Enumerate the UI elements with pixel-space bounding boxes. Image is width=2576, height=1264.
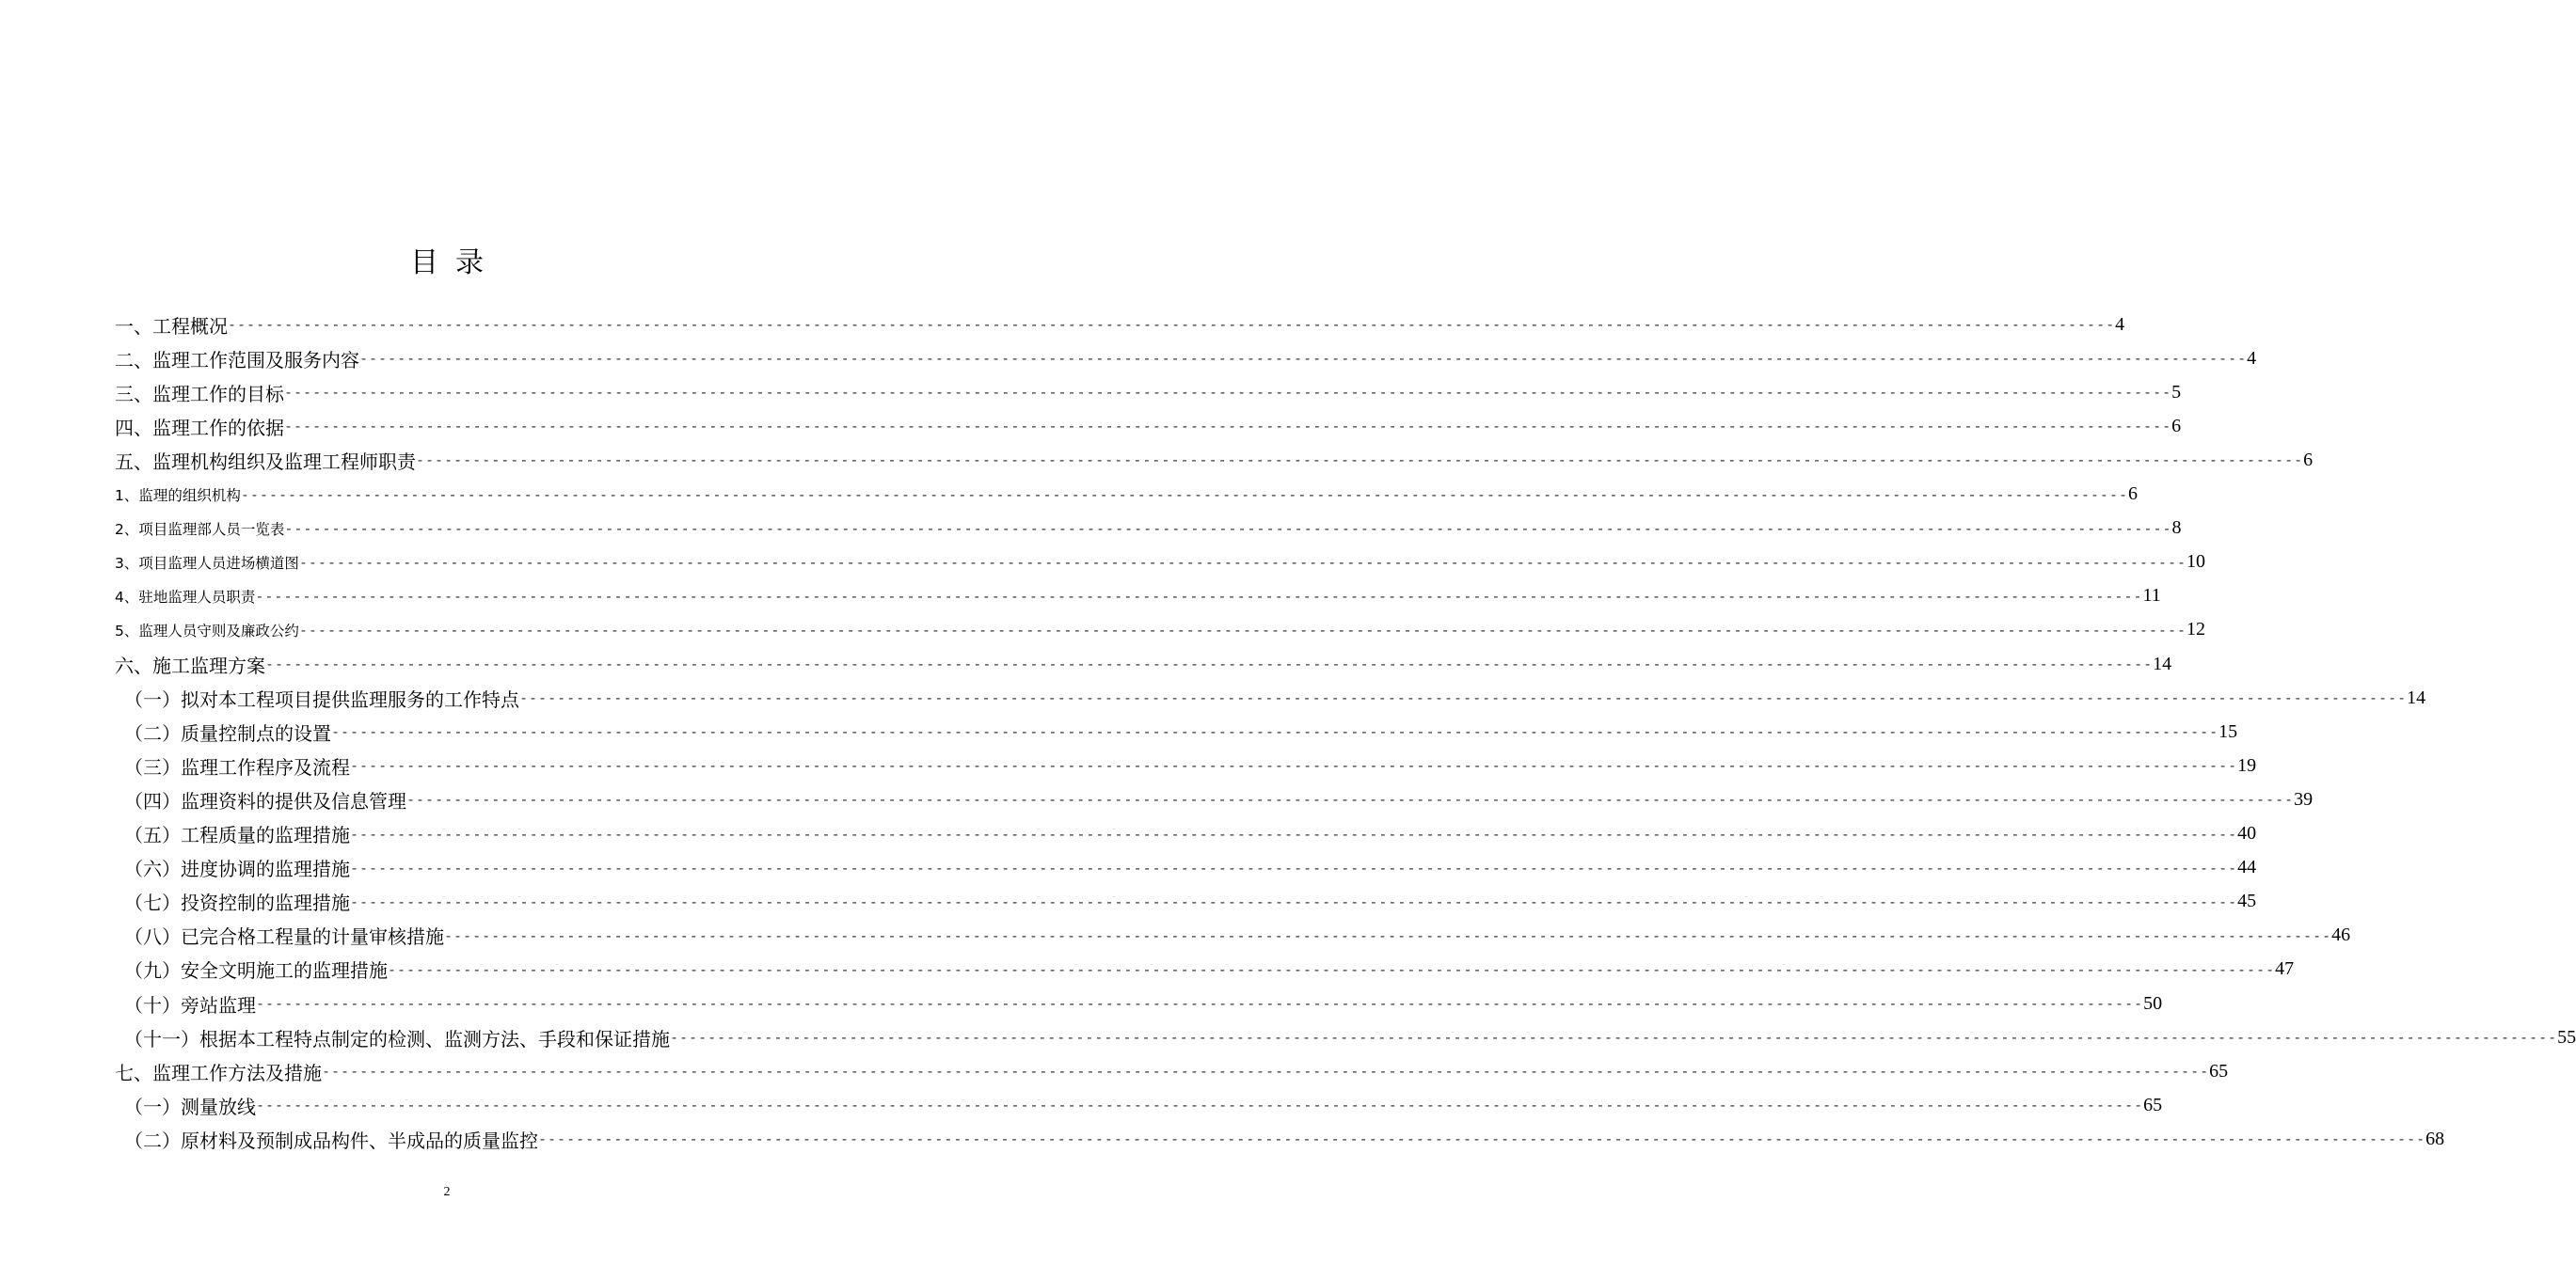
toc-entry-label: （七）投资控制的监理措施 — [124, 892, 350, 915]
toc-entry-label: 六、施工监理方案 — [115, 654, 265, 677]
toc-leader-dashes: -------------------------------------------------------------------------------------------------------------------------------------------------------------------------------------------------------- — [350, 859, 2238, 877]
toc-entry-page: 4 — [2247, 347, 2257, 369]
toc-entry-label: （一）测量放线 — [124, 1095, 256, 1118]
toc-leader-dashes: -------------------------------------------------------------------------------------------------------------------------------------------------------------------------------------------------------- — [228, 316, 2116, 333]
toc-leader-dashes: -------------------------------------------------------------------------------------------------------------------------------------------------------------------------------------------------------- — [350, 893, 2238, 910]
toc-entry-page: 40 — [2237, 823, 2257, 844]
toc-entry[interactable] — [115, 308, 2125, 340]
toc-entry-page: 6 — [2128, 483, 2139, 504]
toc-leader-dashes: -------------------------------------------------------------------------------------------------------------------------------------------------------------------------------------------------------- — [284, 384, 2172, 402]
toc-entry[interactable] — [115, 444, 2314, 476]
toc-leader-dashes: -------------------------------------------------------------------------------------------------------------------------------------------------------------------------------------------------------- — [322, 1063, 2210, 1081]
toc-leader-dashes: -------------------------------------------------------------------------------------------------------------------------------------------------------------------------------------------------------- — [298, 553, 2187, 571]
toc-entry[interactable] — [124, 783, 2314, 815]
toc-entry-label: （三）监理工作程序及流程 — [124, 755, 350, 779]
toc-entry[interactable] — [115, 342, 2257, 374]
page-number: 2 — [443, 1185, 451, 1199]
toc-entry-label: 2、项目监理部人员一览表 — [115, 520, 285, 538]
toc-entry[interactable] — [115, 1055, 2229, 1087]
toc-entry-page: 65 — [2143, 1094, 2163, 1115]
toc-entry[interactable] — [115, 513, 2182, 545]
toc-entry[interactable] — [124, 682, 2426, 714]
toc-entry[interactable] — [124, 716, 2238, 748]
toc-entry-page: 8 — [2171, 517, 2182, 539]
toc-entry-label: （一）拟对本工程项目提供监理服务的工作特点 — [124, 687, 519, 711]
toc-leader-dashes: -------------------------------------------------------------------------------------------------------------------------------------------------------------------------------------------------------- — [670, 1029, 2558, 1047]
toc-entry-page: 4 — [2115, 313, 2125, 335]
toc-entry[interactable] — [124, 750, 2257, 782]
toc-entry[interactable] — [124, 886, 2257, 918]
toc-leader-dashes: -------------------------------------------------------------------------------------------------------------------------------------------------------------------------------------------------------- — [256, 995, 2144, 1012]
toc-entry-page: 65 — [2209, 1060, 2229, 1082]
toc-leader-dashes: -------------------------------------------------------------------------------------------------------------------------------------------------------------------------------------------------------- — [240, 485, 2129, 503]
toc-entry-label: （十一）根据本工程特点制定的检测、监测方法、手段和保证措施 — [124, 1027, 670, 1051]
toc-entry-label: 四、监理工作的依据 — [115, 416, 284, 439]
toc-entry-page: 14 — [2153, 653, 2172, 674]
toc-entry-page: 44 — [2237, 857, 2257, 878]
toc-entry-page: 47 — [2275, 958, 2295, 980]
toc-entry-page: 14 — [2407, 687, 2426, 708]
toc-entry[interactable] — [115, 614, 2206, 646]
toc-entry-label: 五、监理机构组织及监理工程师职责 — [115, 450, 416, 473]
toc-entry-label: （六）进度协调的监理措施 — [124, 858, 350, 881]
toc-entry[interactable] — [115, 546, 2206, 578]
toc-leader-dashes: -------------------------------------------------------------------------------------------------------------------------------------------------------------------------------------------------------- — [416, 451, 2304, 469]
toc-leader-dashes: -------------------------------------------------------------------------------------------------------------------------------------------------------------------------------------------------------- — [359, 350, 2248, 368]
toc-entry-page: 11 — [2142, 585, 2161, 607]
toc-entry-label: 二、监理工作范围及服务内容 — [115, 348, 359, 371]
toc-entry-page: 5 — [2171, 381, 2182, 403]
toc-leader-dashes: -------------------------------------------------------------------------------------------------------------------------------------------------------------------------------------------------------- — [284, 418, 2172, 435]
toc-entry-page: 39 — [2294, 788, 2314, 810]
toc-entry[interactable] — [124, 1021, 2576, 1053]
toc-leader-dashes: -------------------------------------------------------------------------------------------------------------------------------------------------------------------------------------------------------- — [284, 519, 2172, 537]
toc-entry-page: 10 — [2186, 551, 2206, 573]
toc-entry-page: 68 — [2425, 1128, 2445, 1149]
toc-leader-dashes: -------------------------------------------------------------------------------------------------------------------------------------------------------------------------------------------------------- — [538, 1130, 2426, 1148]
toc-title: 目录 — [410, 246, 501, 279]
toc-entry[interactable] — [124, 920, 2351, 952]
toc-entry-page: 45 — [2237, 891, 2257, 912]
toc-entry[interactable] — [124, 1089, 2163, 1121]
toc-entry-label: 三、监理工作的目标 — [115, 382, 284, 405]
toc-leader-dashes: -------------------------------------------------------------------------------------------------------------------------------------------------------------------------------------------------------- — [255, 587, 2143, 605]
toc-entry-label: （九）安全文明施工的监理措施 — [124, 959, 388, 983]
toc-entry-label: （五）工程质量的监理措施 — [124, 824, 350, 846]
toc-entry-page: 12 — [2186, 619, 2206, 640]
toc-entry-label: （八）已完合格工程量的计量审核措施 — [124, 925, 444, 949]
toc-leader-dashes: -------------------------------------------------------------------------------------------------------------------------------------------------------------------------------------------------------- — [350, 757, 2238, 775]
toc-leader-dashes: -------------------------------------------------------------------------------------------------------------------------------------------------------------------------------------------------------- — [388, 960, 2276, 978]
toc-entry-page: 46 — [2331, 924, 2351, 946]
toc-entry-page: 6 — [2303, 449, 2314, 470]
toc-leader-dashes: -------------------------------------------------------------------------------------------------------------------------------------------------------------------------------------------------------- — [406, 791, 2295, 809]
toc-entry-label: 一、工程概况 — [115, 314, 228, 338]
toc-entry-label: 4、驻地监理人员职责 — [115, 588, 256, 606]
toc-entry[interactable] — [115, 410, 2182, 442]
toc-entry[interactable] — [124, 988, 2163, 1019]
toc-entry[interactable] — [115, 580, 2161, 612]
toc-entry[interactable] — [124, 852, 2257, 884]
toc-entry[interactable] — [115, 376, 2182, 408]
toc-entry[interactable] — [115, 648, 2172, 680]
toc-entry-label: （十）旁站监理 — [124, 993, 256, 1017]
toc-entry-label: 5、监理人员守则及廉政公约 — [115, 622, 299, 640]
toc-entry[interactable] — [115, 479, 2139, 511]
toc-leader-dashes: -------------------------------------------------------------------------------------------------------------------------------------------------------------------------------------------------------- — [444, 926, 2332, 944]
toc-entry-page: 15 — [2218, 720, 2238, 742]
toc-entry-label: （二）原材料及预制成品构件、半成品的质量监控 — [124, 1129, 538, 1152]
toc-entry-label: （四）监理资料的提供及信息管理 — [124, 789, 406, 813]
toc-entry-page: 50 — [2143, 992, 2163, 1014]
toc-entry-page: 19 — [2237, 754, 2257, 776]
toc-entry[interactable] — [124, 818, 2257, 850]
toc-leader-dashes: -------------------------------------------------------------------------------------------------------------------------------------------------------------------------------------------------------- — [350, 825, 2238, 843]
toc-entry-page: 6 — [2171, 415, 2182, 436]
toc-entry-label: 3、项目监理人员进场横道图 — [115, 554, 299, 572]
toc-entry[interactable] — [124, 1123, 2445, 1155]
toc-entry-label: 1、监理的组织机构 — [115, 486, 241, 504]
toc-entry-label: 七、监理工作方法及措施 — [115, 1061, 322, 1084]
toc-entry[interactable] — [124, 954, 2295, 986]
toc-leader-dashes: -------------------------------------------------------------------------------------------------------------------------------------------------------------------------------------------------------- — [256, 1097, 2144, 1114]
toc-leader-dashes: -------------------------------------------------------------------------------------------------------------------------------------------------------------------------------------------------------- — [519, 689, 2408, 707]
toc-entry-page: 55 — [2557, 1026, 2576, 1048]
toc-entry-label: （二）质量控制点的设置 — [124, 721, 331, 745]
toc-leader-dashes: -------------------------------------------------------------------------------------------------------------------------------------------------------------------------------------------------------- — [265, 656, 2154, 672]
toc-leader-dashes: -------------------------------------------------------------------------------------------------------------------------------------------------------------------------------------------------------- — [298, 621, 2187, 639]
toc-leader-dashes: -------------------------------------------------------------------------------------------------------------------------------------------------------------------------------------------------------- — [331, 723, 2219, 741]
